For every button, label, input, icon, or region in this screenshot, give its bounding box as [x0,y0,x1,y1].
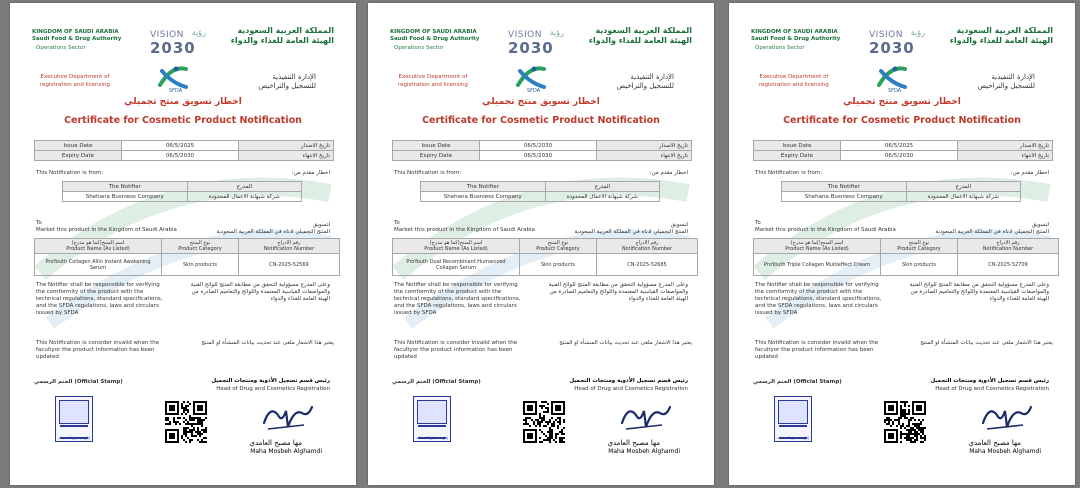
market-statement-ar: لتسويق المنتج التجميلي ادناه في المملكة العربية السعودية [216,222,330,235]
responsibility-text-en: The Notifier shall be responsible for verifying the comformity of the product with the technical regulations, standard specifications, and the SFDA regulations, laws and circulars issued by SFDA [755,282,882,316]
notification-from-label: This Notification is from: [755,170,823,176]
official-stamp-label: الختم الرسمي (Official Stamp) [34,379,123,385]
invalid-notice-en: This Notification is consider invalid when the facultyor the product information has been updated [394,340,518,360]
responsibility-text-en: The Notifier shall be responsible for verifying the comformity of the product with the technical regulations, standard specifications, and the SFDA regulations, laws and circulars issued by SFDA [394,282,521,316]
certificate-3 [729,3,1075,485]
header-en: KINGDOM OF SAUDI ARABIA Saudi Food & Drug Authority Operations Sector [751,29,841,51]
notification-number: CN-2025-52709 [958,254,1059,276]
responsibility-text-en: The Notifier shall be responsible for verifying the comformity of the product with the technical regulations, standard specifications, and the SFDA regulations, laws and circulars issued by SFDA [36,282,163,316]
notification-from-label-ar: اخطار مقدم من: [291,170,330,176]
certificate-title-en: Certificate for Cosmetic Product Notification [783,115,1021,126]
official-stamp: إدارة تسجيل المنتجات [413,396,451,442]
invalid-notice-ar: يعتبر هذا الاشعار ملغى عند تحديث بيانات المنشأة او المنتج [920,340,1053,346]
notifier-table: The Notifier المدرج Shehana Busniess Company شركة شيهانة الاعمال المحدودة [62,181,302,202]
notifier-name-en: Shehana Busniess Company [421,192,546,202]
invalid-notice-ar: يعتبر هذا الاشعار ملغى عند تحديث بيانات المنشأة او المنتج [201,340,334,346]
signature [979,401,1035,435]
notifier-name-en: Shehana Busniess Company [782,192,907,202]
head-title-en: Head of Drug and Cosmetics Registration [216,386,330,392]
qr-code [165,401,207,443]
issue-date-value: 06/5/2030 [480,141,597,151]
responsibility-text-ar: وعلى المدرج مسؤولية التحقق من مطابقة المنتج للوائح الفنية والمواصفات القياسية المعتمدة واللوائح والتعاميم الصادرة من الهيئة العامة للغذاء والدواء [548,282,688,302]
product-table: اسم المنتج(كما هو مدرج) Product Name (As Listed) نوع المنتج Product Category رقم الادراج Notification Number ProYouth Dual Recombinant Humanized Collagen Serum Skin products CN-2025-52685 [392,238,698,276]
product-category: Skin products [881,254,958,276]
responsibility-text-ar: وعلى المدرج مسؤولية التحقق من مطابقة المنتج للوائح الفنية والمواصفات القياسية المعتمدة واللوائح والتعاميم الصادرة من الهيئة العامة للغذاء والدواء [909,282,1049,302]
sfda-logo-icon [875,63,909,93]
dates-table: Issue Date 06/5/2030 تاريخ الاصدار Expiry Date 06/5/2030 تاريخ الانتهاء [392,140,692,161]
product-name: ProYouth Dual Recombinant Humanized Collagen Serum [393,254,520,276]
notification-from-label: This Notification is from: [36,170,104,176]
signer-name-en: Maha Mosbeh Alghamdi [608,448,680,455]
product-name: ProYouth Triple Collagen Multieffect Cream [754,254,881,276]
vision-2030-logo: رؤية VISION 2030 [869,28,925,57]
exec-dept-en: Executive Department of registration and licensing [40,74,110,88]
head-title-en: Head of Drug and Cosmetics Registration [935,386,1049,392]
signature [260,401,316,435]
signer-name-en: Maha Mosbeh Alghamdi [250,448,322,455]
svg-text:SFDA: SFDA [888,88,902,93]
market-statement-ar: لتسويق المنتج التجميلي ادناه في المملكة العربية السعودية [574,222,688,235]
exec-dept-ar: الإدارة التنفيذية للتسجيل والتراخيص [977,73,1035,90]
exec-dept-en: Executive Department of registration and licensing [759,74,829,88]
market-statement-ar: لتسويق المنتج التجميلي ادناه في المملكة العربية السعودية [935,222,1049,235]
exec-dept-ar: الإدارة التنفيذية للتسجيل والتراخيص [616,73,674,90]
header-en: KINGDOM OF SAUDI ARABIA Saudi Food & Drug Authority Operations Sector [390,29,480,51]
certificate-title-ar: اخطار تسويق منتج تجميلي [124,97,242,107]
responsibility-text-ar: وعلى المدرج مسؤولية التحقق من مطابقة المنتج للوائح الفنية والمواصفات القياسية المعتمدة واللوائح والتعاميم الصادرة من الهيئة العامة للغذاء والدواء [190,282,330,302]
issue-date-value: 06/5/2025 [841,141,958,151]
notifier-name-ar: شركة شيهانة الاعمال المحدودة [545,192,659,202]
certificate-title-en: Certificate for Cosmetic Product Notification [422,115,660,126]
notifier-name-ar: شركة شيهانة الاعمال المحدودة [187,192,301,202]
notifier-name-en: Shehana Busniess Company [63,192,188,202]
sfda-logo-icon [156,63,190,93]
certificate-1 [10,3,356,485]
qr-code [884,401,926,443]
certificate-title-ar: اخطار تسويق منتج تجميلي [843,97,961,107]
market-statement-en: To Market this product in the Kingdom of Saudi Arabia [755,220,896,233]
product-category: Skin products [162,254,239,276]
certificate-title-en: Certificate for Cosmetic Product Notification [64,115,302,126]
notification-number: CN-2025-52569 [239,254,340,276]
header-en: KINGDOM OF SAUDI ARABIA Saudi Food & Drug Authority Operations Sector [32,29,122,51]
dates-table: Issue Date 06/5/2025 تاريخ الاصدار Expiry Date 06/5/2030 تاريخ الانتهاء [753,140,1053,161]
notification-number: CN-2025-52685 [597,254,698,276]
invalid-notice-ar: يعتبر هذا الاشعار ملغى عند تحديث بيانات المنشأة او المنتج [559,340,692,346]
notification-from-label-ar: اخطار مقدم من: [649,170,688,176]
svg-text:SFDA: SFDA [527,88,541,93]
notification-from-label: This Notification is from: [394,170,462,176]
official-stamp-label: الختم الرسمي (Official Stamp) [753,379,842,385]
sfda-logo-icon [514,63,548,93]
signer-name-ar: مها مصبح العامدي [968,439,1021,447]
notifier-table: The Notifier المدرج Shehana Busniess Company شركة شيهانة الاعمال المحدودة [420,181,660,202]
expiry-date-value: 06/5/2030 [841,151,958,161]
header-ar: المملكة العربية السعودية الهيئة العامة للغذاء والدواء [588,26,692,45]
official-stamp-label: الختم الرسمي (Official Stamp) [392,379,481,385]
head-title-ar: رئيس قسم تسجيل الأدوية ومنتجات التجميل [569,378,688,384]
invalid-notice-en: This Notification is consider invalid when the facultyor the product information has been updated [755,340,879,360]
head-title-ar: رئيس قسم تسجيل الأدوية ومنتجات التجميل [930,378,1049,384]
expiry-date-value: 06/5/2030 [480,151,597,161]
header-ar: المملكة العربية السعودية الهيئة العامة للغذاء والدواء [949,26,1053,45]
issue-date-value: 06/5/2025 [122,141,239,151]
header-ar: المملكة العربية السعودية الهيئة العامة للغذاء والدواء [230,26,334,45]
product-table: اسم المنتج(كما هو مدرج) Product Name (As Listed) نوع المنتج Product Category رقم الادراج Notification Number ProYouth Collagen Allin Instant Awakening Serum Skin products CN-2025-52569 [34,238,340,276]
product-name: ProYouth Collagen Allin Instant Awakening Serum [35,254,162,276]
certificate-title-ar: اخطار تسويق منتج تجميلي [482,97,600,107]
dates-table: Issue Date 06/5/2025 تاريخ الاصدار Expiry Date 06/5/2030 تاريخ الانتهاء [34,140,334,161]
expiry-date-value: 06/5/2030 [122,151,239,161]
signer-name-ar: مها مصبح العامدي [607,439,660,447]
invalid-notice-en: This Notification is consider invalid when the facultyor the product information has been updated [36,340,160,360]
certificate-2 [368,3,714,485]
qr-code [523,401,565,443]
market-statement-en: To Market this product in the Kingdom of Saudi Arabia [36,220,177,233]
head-title-ar: رئيس قسم تسجيل الأدوية ومنتجات التجميل [211,378,330,384]
notifier-table: The Notifier المدرج Shehana Busniess Company شركة شيهانة الاعمال المحدودة [781,181,1021,202]
market-statement-en: To Market this product in the Kingdom of Saudi Arabia [394,220,535,233]
official-stamp: إدارة تسجيل المنتجات [774,396,812,442]
notification-from-label-ar: اخطار مقدم من: [1010,170,1049,176]
official-stamp: إدارة تسجيل المنتجات [55,396,93,442]
exec-dept-ar: الإدارة التنفيذية للتسجيل والتراخيص [258,73,316,90]
signature [618,401,674,435]
vision-2030-logo: رؤية VISION 2030 [150,28,206,57]
exec-dept-en: Executive Department of registration and licensing [398,74,468,88]
svg-text:SFDA: SFDA [169,88,183,93]
signer-name-en: Maha Mosbeh Alghamdi [969,448,1041,455]
product-table: اسم المنتج(كما هو مدرج) Product Name (As Listed) نوع المنتج Product Category رقم الادراج Notification Number ProYouth Triple Collagen Multieffect Cream Skin products CN-2025-52709 [753,238,1059,276]
signer-name-ar: مها مصبح العامدي [249,439,302,447]
head-title-en: Head of Drug and Cosmetics Registration [574,386,688,392]
vision-2030-logo: رؤية VISION 2030 [508,28,564,57]
product-category: Skin products [520,254,597,276]
notifier-name-ar: شركة شيهانة الاعمال المحدودة [906,192,1020,202]
